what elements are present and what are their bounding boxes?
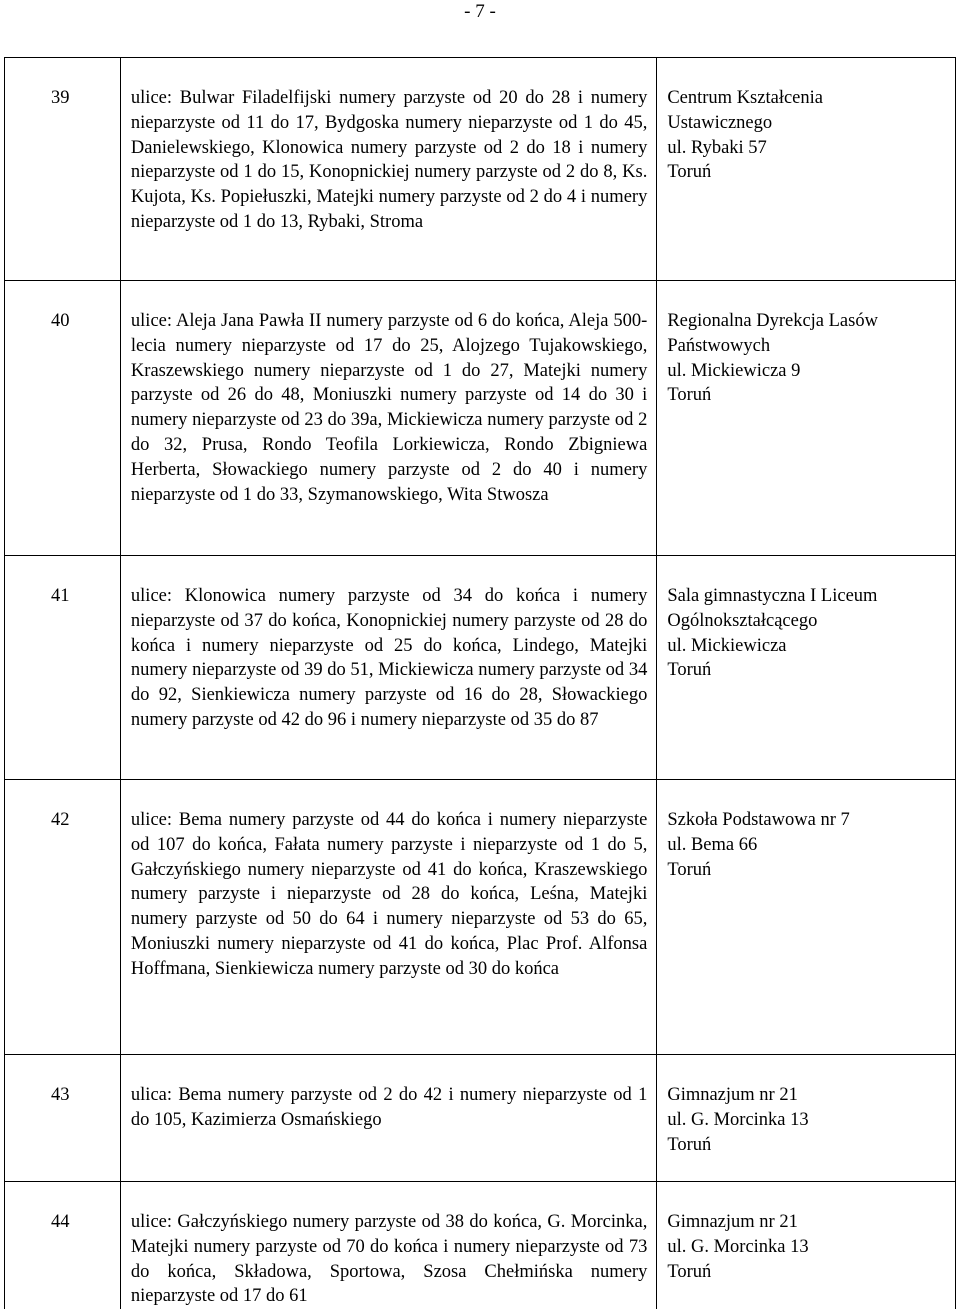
polling-districts-table [4, 57, 956, 1309]
table-row [5, 556, 956, 780]
polling-place-name-cont: Państwowych [667, 335, 771, 356]
streets-text: ulice: Bema numery parzyste od 44 do końca i numery nieparzyste od 107 do końca, Fałata numery parzyste i nieparzyste od 1 do 5, Gałczyńskiego numery nieparzyste od 41 do końca, Kraszewskiego numery parzyste i nieparzyste od 28 do końca, Leśna, Matejki numery parzyste od 50 do 64 i numery nieparzyste od 53 do 65, Moniuszki numery nieparzyste od 41 do końca, Plac Prof. Alfonsa Hoffmana, Sienkiewicza numery parzyste od 30 do końca [130, 810, 648, 979]
polling-place-address: ul. G. Morcinka 13 [667, 1109, 809, 1130]
district-number: 42 [5, 780, 121, 1054]
polling-place-address: ul. G. Morcinka 13 [667, 1236, 809, 1257]
streets-text: ulice: Bulwar Filadelfijski numery parzyste od 20 do 28 i numery nieparzyste od 11 do 17, Bydgoska numery nieparzyste od 1 do 45, Danielewskiego, Klonowica numery parzyste od 2 do 18 i numery nieparzyste od 1 do 15, Konopnickiej numery parzyste od 2 do 8, Ks. Kujota, Ks. Popiełuszki, Matejki numery parzyste od 2 do 4 i numery nieparzyste od 1 do 13, Rybaki, Stroma [130, 88, 648, 232]
polling-place-city: Toruń [667, 859, 712, 880]
polling-place-name: Szkoła Podstawowa nr 7 [667, 810, 850, 830]
table-row [5, 780, 956, 1055]
streets-cell [121, 58, 657, 280]
streets-cell [121, 1055, 657, 1181]
streets-text: ulice: Gałczyńskiego numery parzyste od 38 do końca, G. Morcinka, Matejki numery parzyste od 70 do końca i numery nieparzyste od 73 do końca, Składowa, Sportowa, Szosa Chełmińska numery nieparzyste od 17 do 61 [130, 1212, 648, 1307]
table-row [5, 58, 956, 281]
streets-cell [121, 556, 657, 779]
streets-cell [121, 281, 657, 555]
polling-place-cell [657, 556, 956, 779]
polling-place-city: Toruń [667, 1134, 712, 1155]
district-number: 40 [5, 281, 121, 555]
page-number: - 7 - [464, 1, 496, 22]
polling-place-address: ul. Mickiewicza 9 [667, 360, 801, 381]
polling-place-name: Regionalna Dyrekcja Lasów [667, 311, 878, 331]
table-row [5, 1055, 956, 1182]
polling-place-cell [657, 1055, 956, 1181]
polling-place-address: ul. Mickiewicza [667, 635, 787, 656]
streets-text: ulice: Klonowica numery parzyste od 34 do końca i numery nieparzyste od 37 do końca, Konopnickiej numery parzyste od 28 do końca i numery nieparzyste od 25 do końca, Lindego, Matejki numery nieparzyste od 39 do 51, Mickiewicza numery parzyste od 34 do 92, Sienkiewicza numery parzyste od 16 do 28, Słowackiego numery parzyste od 42 do 96 i numery nieparzyste od 35 do 87 [130, 586, 648, 730]
polling-place-cell [657, 780, 956, 1054]
polling-place-address: ul. Rybaki 57 [667, 137, 767, 158]
polling-place-name: Centrum Kształcenia [667, 88, 823, 108]
polling-place-name-cont: Ustawicznego [667, 112, 773, 133]
table-row [5, 281, 956, 556]
polling-place-cell [657, 58, 956, 280]
district-number: 44 [5, 1182, 121, 1309]
district-number: 41 [5, 556, 121, 779]
polling-place-city: Toruń [667, 1261, 712, 1282]
polling-place-name: Gimnazjum nr 21 [667, 1212, 798, 1232]
streets-text: ulica: Bema numery parzyste od 2 do 42 i numery nieparzyste od 1 do 105, Kazimierza Osmańskiego [130, 1085, 648, 1130]
district-number: 39 [5, 58, 121, 280]
polling-place-city: Toruń [667, 660, 712, 681]
polling-place-city: Toruń [667, 162, 712, 183]
polling-place-name: Sala gimnastyczna I Liceum [667, 586, 878, 606]
district-number: 43 [5, 1055, 121, 1181]
polling-place-name: Gimnazjum nr 21 [667, 1085, 798, 1105]
table-row [5, 1182, 956, 1309]
streets-cell [121, 1182, 657, 1309]
polling-place-cell [657, 1182, 956, 1309]
polling-place-city: Toruń [667, 385, 712, 406]
polling-place-name-cont: Ogólnokształcącego [667, 610, 818, 631]
polling-place-address: ul. Bema 66 [667, 834, 758, 855]
streets-text: ulice: Aleja Jana Pawła II numery parzyste od 6 do końca, Aleja 500-lecia numery nieparzyste od 17 do 25, Alojzego Tujakowskiego, Kraszewskiego numery nieparzyste od 1 do 27, Matejki numery parzyste od 26 do 48, Moniuszki numery parzyste od 14 do 30 i numery nieparzyste od 23 do 39a, Mickiewicza numery parzyste od 2 do 32, Prusa, Rondo Teofila Lorkiewicza, Rondo Zbigniewa Herberta, Słowackiego numery parzyste od 2 do 40 i numery nieparzyste od 1 do 33, Szymanowskiego, Wita Stwosza [130, 311, 648, 505]
polling-place-cell [657, 281, 956, 555]
streets-cell [121, 780, 657, 1054]
